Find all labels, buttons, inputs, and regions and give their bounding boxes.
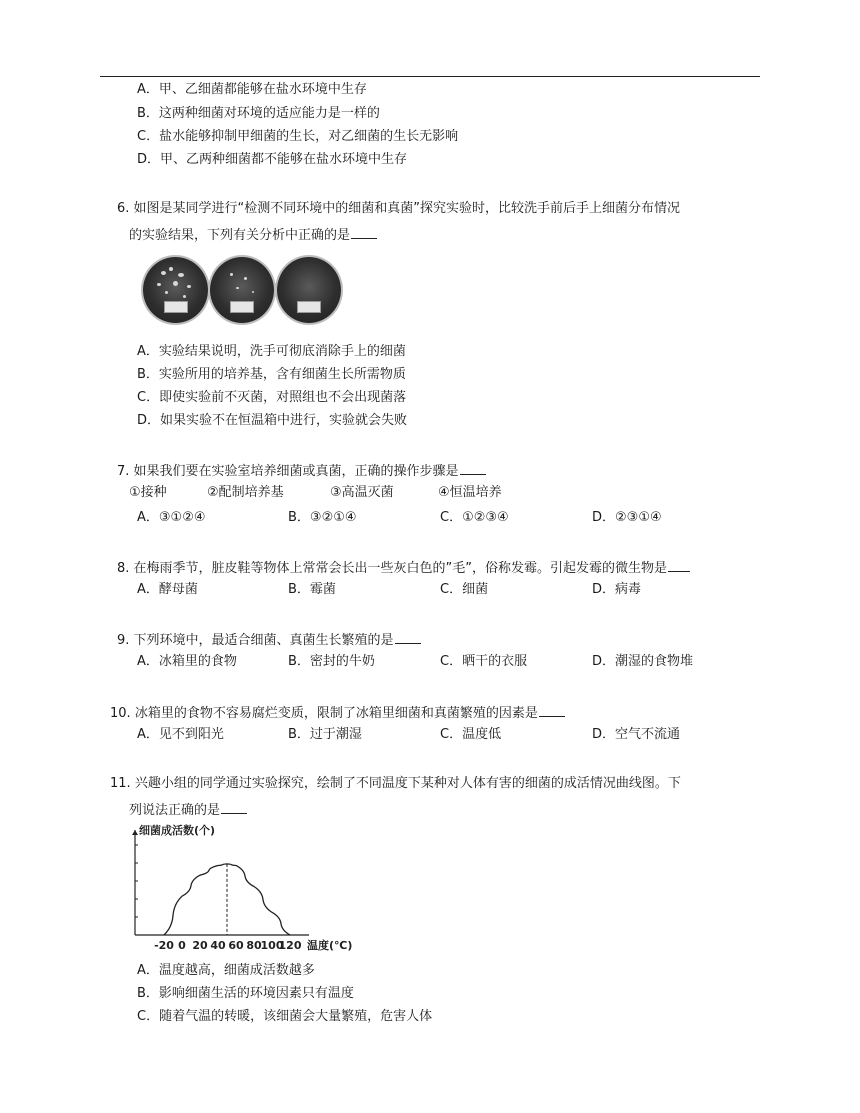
petri-dish-after-wash (210, 257, 274, 323)
answer-blank (221, 799, 247, 814)
q7-stem (117, 460, 486, 481)
answer-blank (351, 224, 377, 239)
q11-text-line2: 列说法正确的是 (129, 803, 221, 818)
q10-number: 10. (110, 706, 131, 721)
q7-step-3: ③高温灭菌 (330, 485, 394, 500)
q11-text-line1: 兴趣小组的同学通过实验探究，绘制了不同温度下某种对人体有害的细菌的成活情况曲线图。下 (134, 776, 681, 791)
q10-option-b: B．过于潮湿 (288, 727, 362, 742)
dish-label (297, 301, 321, 313)
q11-stem-line2 (129, 799, 247, 820)
q9-text: 下列环境中，最适合细菌、真菌生长繁殖的是 (133, 633, 394, 648)
x-tick-label: 80 (246, 939, 262, 952)
chart-axes (132, 830, 309, 935)
q9-stem (117, 629, 421, 650)
q6-stem-line2 (129, 224, 377, 245)
q8-option-b: B．霉菌 (288, 582, 336, 597)
q9-option-b: B．密封的牛奶 (288, 654, 375, 669)
q7-number: 7. (117, 464, 130, 479)
answer-blank (539, 702, 565, 717)
chart-tick-labels (154, 939, 302, 952)
q6-number: 6. (117, 201, 130, 216)
q10-option-a: A．见不到阳光 (137, 727, 224, 742)
q10-option-c: C．温度低 (440, 727, 502, 742)
x-tick-label: 0 (178, 939, 186, 952)
petri-dish-control (277, 257, 341, 323)
q8-stem (117, 557, 690, 578)
q11-option-b: B．影响细菌生活的环境因素只有温度 (137, 986, 354, 1001)
q6-option-c: C．即使实验前不灭菌，对照组也不会出现菌落 (137, 390, 407, 405)
dish-label (230, 301, 254, 313)
y-axis-arrow (132, 830, 138, 835)
q11-stem-line1 (110, 775, 681, 793)
q7-step-4: ④恒温培养 (438, 485, 502, 500)
q8-option-c: C．细菌 (440, 582, 489, 597)
q6-option-d: D．如果实验不在恒温箱中进行，实验就会失败 (137, 413, 408, 428)
q6-text-line1: 如图是某同学进行“检测不同环境中的细菌和真菌”探究实验时，比较洗手前后手上细菌分布情况 (133, 201, 681, 216)
q7-step-1: ①接种 (129, 485, 167, 500)
chart-x-axis-label: 温度(℃) (307, 939, 353, 952)
x-tick-label: 20 (192, 939, 208, 952)
x-tick-label: 40 (210, 939, 226, 952)
petri-dish-before-wash (143, 257, 208, 323)
x-tick-label: 100 (260, 939, 284, 952)
q6-option-a: A．实验结果说明，洗手可彻底消除手上的细菌 (137, 344, 406, 359)
q8-option-a: A．酵母菌 (137, 582, 198, 597)
dish-label (164, 301, 188, 313)
q11-option-a: A．温度越高，细菌成活数越多 (137, 963, 315, 978)
header-rule (100, 76, 760, 77)
q9-option-c: C．晒干的衣服 (440, 654, 528, 669)
bacteria-survival-chart (125, 822, 353, 952)
q9-option-d: D．潮湿的食物堆 (592, 654, 694, 669)
q5-option-c: C．盐水能够抑制甲细菌的生长，对乙细菌的生长无影响 (137, 129, 459, 144)
q8-number: 8. (117, 561, 130, 576)
q7-option-a: A．③①②④ (137, 510, 206, 525)
x-tick-label: -20 (154, 939, 174, 952)
answer-blank (668, 557, 690, 572)
q7-option-c: C．①②③④ (440, 510, 509, 525)
q6-option-b: B．实验所用的培养基，含有细菌生长所需物质 (137, 367, 406, 382)
q6-stem-line1 (117, 200, 680, 218)
q5-option-b: B．这两种细菌对环境的适应能力是一样的 (137, 106, 380, 121)
chart-y-axis-label: 细菌成活数(个) (139, 824, 216, 837)
q10-stem (110, 702, 565, 723)
q9-number: 9. (117, 633, 130, 648)
q6-text-line2: 的实验结果，下列有关分析中正确的是 (129, 228, 351, 243)
q7-option-d: D．②③①④ (592, 510, 662, 525)
x-tick-label: 60 (228, 939, 244, 952)
answer-blank (460, 460, 486, 475)
q5-option-d: D．甲、乙两种细菌都不能够在盐水环境中生存 (137, 152, 408, 167)
q7-text: 如果我们要在实验室培养细菌或真菌，正确的操作步骤是 (133, 464, 459, 479)
q7-option-b: B．③②①④ (288, 510, 357, 525)
q10-option-d: D．空气不流通 (592, 727, 681, 742)
q5-option-a: A．甲、乙细菌都能够在盐水环境中生存 (137, 82, 367, 97)
q9-option-a: A．冰箱里的食物 (137, 654, 237, 669)
answer-blank (395, 629, 421, 644)
q11-number: 11. (110, 776, 131, 791)
x-tick-label: 120 (278, 939, 302, 952)
q8-text: 在梅雨季节，脏皮鞋等物体上常常会长出一些灰白色的”毛”，俗称发霉。引起发霉的微生物是 (133, 561, 668, 576)
q11-option-c: C．随着气温的转暖，该细菌会大量繁殖，危害人体 (137, 1009, 433, 1024)
q7-step-2: ②配制培养基 (207, 485, 284, 500)
q10-text: 冰箱里的食物不容易腐烂变质，限制了冰箱里细菌和真菌繁殖的因素是 (134, 706, 538, 721)
q8-option-d: D．病毒 (592, 582, 642, 597)
